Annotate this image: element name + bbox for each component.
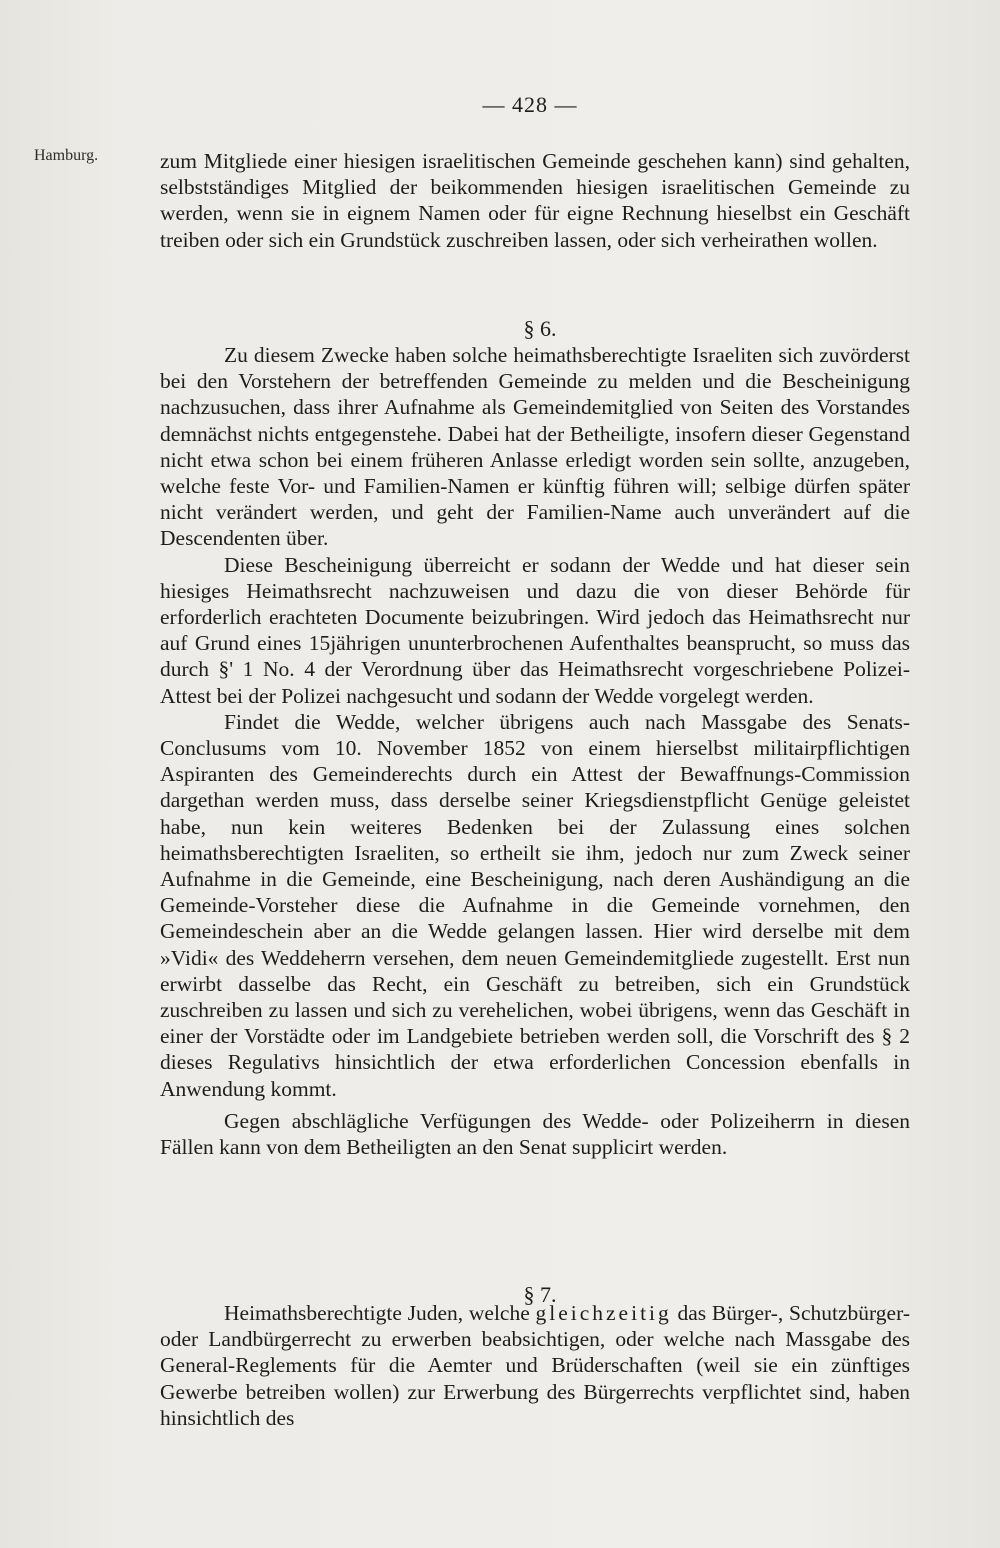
section-heading-6: § 6.: [523, 316, 557, 341]
paragraph: Findet die Wedde, welcher übrigens auch nach Massgabe des Senats-Conclusums vom 10. November 1852 von einem hierselbst militairpflichtigen Aspiranten des Gemeinderechts durch ein Attest der Bewaffnungs-Commission dargethan werden muss, dass derselbe seiner Kriegsdienstpflicht Genüge geleistet habe, nun kein weiteres Bedenken bei der Zulassung eines solchen heimathsberechtigten Israeliten, so ertheilt sie ihm, jedoch nur zum Zweck seiner Aufnahme in die Gemeinde, eine Bescheinigung, nach deren Aushändigung an die Gemeinde-Vorsteher diese die Aufnahme in die Gemeinde vornehmen, den Gemeindeschein aber an die Wedde gelangen lassen. Hier wird derselbe mit dem »Vidi« des Weddeherrn versehen, dem neuen Gemeindemitgliede zugestellt. Erst nun erwirbt dasselbe das Recht, ein Geschäft zu betreiben, sich ein Grundstück zuschreiben zu lassen und sich zu verehelichen, wobei übrigens, wenn das Geschäft in einer der Vorstädte oder im Landgebiete betrieben werden soll, die Vorschrift des § 2 dieses Regulativs hinsichtlich der etwa erforderlichen Concession ebenfalls in Anwendung kommt.: [160, 709, 910, 1101]
paragraph-text: das Bürger-, Schutzbürger- oder Landbürgerrecht zu erwerben beabsichtigen, oder welche nach Massgabe des General-Reglements für die Aemter und Brüderschaften (weil sie ein zünftiges Gewerbe betreiben wollen) zur Erwerbung des Bürgerrechts verpflichtet sind, haben hinsichtlich des: [160, 1301, 910, 1430]
section-7-body: [160, 1300, 910, 1431]
paragraph: [160, 1300, 910, 1431]
page-number: — 428 —: [482, 92, 578, 117]
paragraph-text: Heimathsberechtigte Juden, welche: [224, 1301, 536, 1325]
section-6-body: [160, 342, 910, 1160]
paragraph: Diese Bescheinigung überreicht er sodann der Wedde und hat dieser sein hiesiges Heimathsrecht nachzuweisen und dazu die von dieser Behörde für erforderlich erachteten Documente beizubringen. Wird jedoch das Heimathsrecht nur auf Grund eines 15jährigen ununterbrochenen Aufenthaltes beansprucht, so muss das durch §' 1 No. 4 der Verordnung über das Heimathsrecht vorgeschriebene Polizei-Attest bei der Polizei nachgesucht und sodann der Wedde vorgelegt werden.: [160, 552, 910, 708]
emphasized-text: gleichzeitig: [535, 1301, 672, 1325]
paragraph: Zu diesem Zwecke haben solche heimathsberechtigte Israeliten sich zuvörderst bei den Vorstehern der betreffenden Gemeinde zu melden und die Bescheinigung nachzusuchen, dass ihrer Aufnahme als Gemeindemitglied von Seiten des Vorstandes demnächst nichts entgegenstehe. Dabei hat der Betheiligte, insofern dieser Gegenstand nicht etwa schon bei einem früheren Anlasse erledigt worden sein sollte, anzugeben, welche feste Vor- und Familien-Namen er künftig führen will; selbige dürfen später nicht verändert werden, und geht der Familien-Name auch unverändert auf die Descendenten über.: [160, 343, 910, 551]
section-heading-7: § 7.: [523, 1282, 557, 1307]
paragraph: Gegen abschlägliche Verfügungen des Wedde- oder Polizeiherrn in diesen Fällen kann von dem Betheiligten an den Senat supplicirt werden.: [160, 1108, 910, 1160]
paragraph: zum Mitgliede einer hiesigen israelitischen Gemeinde geschehen kann) sind gehalten, selbstständiges Mitglied der beikommenden hiesigen israelitischen Gemeinde zu werden, wenn sie in eignem Namen oder für eigne Rechnung hieselbst ein Geschäft treiben oder sich ein Grundstück zuschreiben lassen, oder sich verheirathen wollen.: [160, 149, 910, 252]
margin-note: Hamburg.: [34, 147, 99, 164]
paragraph-continuation: [160, 148, 910, 253]
